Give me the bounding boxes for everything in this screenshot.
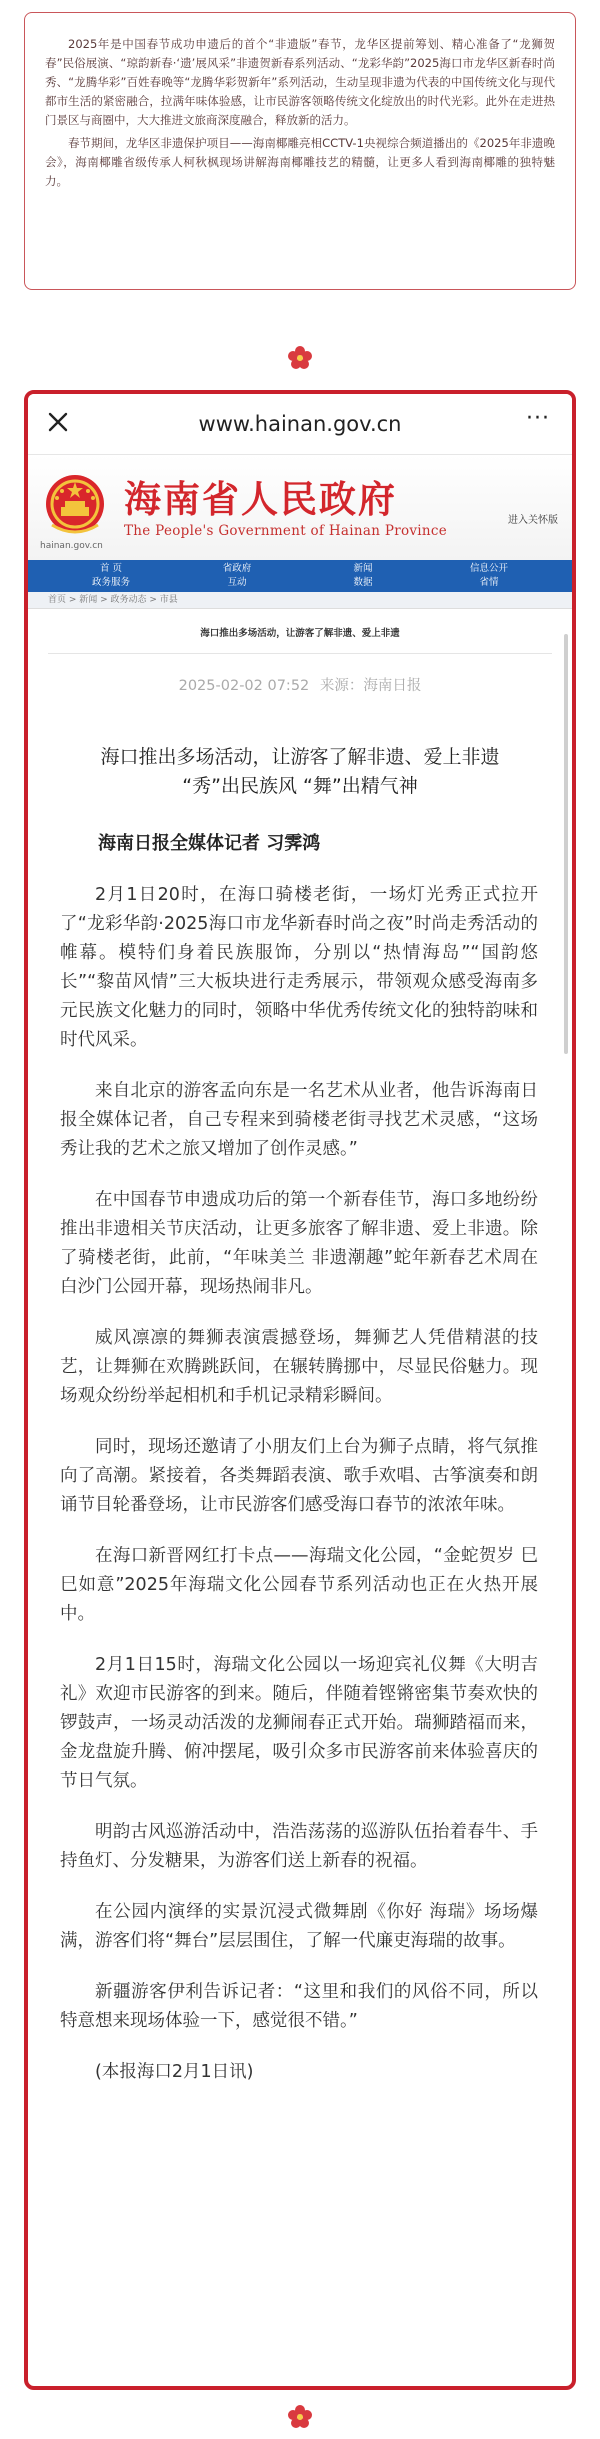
article-paragraph: 新疆游客伊利告诉记者：“这里和我们的风俗不同，所以特意想来现场体验一下，感觉很不错。”: [60, 1982, 538, 2031]
site-title[interactable]: 海南省人民政府: [124, 477, 397, 521]
nav-item-home[interactable]: 首 页: [99, 563, 123, 574]
screenshot-frame: [24, 390, 576, 2390]
nav-item-news[interactable]: 新闻: [353, 563, 373, 574]
article-paragraph: 同时，现场还邀请了小朋友们上台为狮子点睛，将气氛推向了高潮。紧接着，各类舞蹈表演、歌手欢唱、古筝演奏和朗诵节目轮番登场，让市民游客们感受海口春节的浓浓年味。: [60, 1437, 538, 1515]
more-menu-button[interactable]: ···: [526, 406, 550, 431]
article-paragraph: 明韵古风巡游活动中，浩浩荡荡的巡游队伍抬着春牛、手持鱼灯、分发糖果，为游客们送上新春的祝福。: [60, 1822, 538, 1871]
article-paragraph: 在公园内演绎的实景沉浸式微舞剧《你好 海瑞》场场爆满，游客们将“舞台”层层围住，了解一代廉吏海瑞的故事。: [60, 1902, 538, 1951]
article-headline: [58, 743, 542, 801]
nav-item-services[interactable]: 政务服务: [91, 577, 130, 588]
site-header: [28, 455, 572, 560]
care-mode-link[interactable]: 进入关怀版: [508, 515, 558, 526]
headline-line: “秀”出民族风 “舞”出精气神: [182, 775, 418, 797]
nav-item-disclosure[interactable]: 信息公开: [469, 563, 508, 574]
browser-bar: [28, 394, 572, 455]
article-source: 来源：海南日报: [319, 678, 422, 694]
nav-item-data[interactable]: 数据: [353, 577, 373, 588]
flower-divider-icon: [287, 2404, 313, 2430]
article-byline: 海南日报全媒体记者 习霁鸿: [98, 833, 321, 854]
article-paragraph: 来自北京的游客孟向东是一名艺术从业者，他告诉海南日报全媒体记者，自己专程来到骑楼老街寻找艺术灵感，“这场秀让我的艺术之旅又增加了创作灵感。”: [60, 1081, 538, 1159]
address-bar[interactable]: www.hainan.gov.cn: [198, 412, 402, 436]
article-paragraph: 在中国春节申遗成功后的第一个新春佳节，海口多地纷纷推出非遗相关节庆活动，让更多旅客了解非遗、爱上非遗。除了骑楼老街，此前，“年味美兰 非遗潮趣”蛇年新春艺术周在白沙门公园开幕，现场热闹非凡。: [60, 1190, 538, 1297]
divider: [48, 653, 552, 654]
intro-paragraph: 2025年是中国春节成功申遗后的首个“非遗版”春节，龙华区提前筹划、精心准备了“龙狮贺春”民俗展演、“琼韵新春·‘遗’展风采”非遗贺新春系列活动、“龙彩华韵”2025海口市龙华区新春时尚秀、“龙腾华彩”百姓春晚等“龙腾华彩贺新年”系列活动，生动呈现非遗为代表的中国传统文化与现代都市生活的紧密融合，拉满年味体验感，让市民游客领略传统文化绽放出的时代光彩。此外在走进热门景区与商圈中，大大推进文旅商深度融合，释放新的活力。: [45, 37, 555, 127]
article-body: [60, 881, 538, 2087]
main-nav: [28, 560, 572, 592]
breadcrumb[interactable]: 首页 > 新闻 > 政务动态 > 市县: [28, 592, 572, 609]
nav-column: [48, 560, 174, 592]
article-paragraph: 在海口新晋网红打卡点——海瑞文化公园，“金蛇贺岁 巳巳如意”2025年海瑞文化公园春节系列活动也正在火热开展中。: [60, 1546, 538, 1624]
article-paragraph: 2月1日20时，在海口骑楼老街，一场灯光秀正式拉开了“龙彩华韵·2025海口市龙华新春时尚之夜”时尚走秀活动的帷幕。模特们身着民族服饰，分别以“热情海岛”“国韵悠长”“黎苗风情”三大板块进行走秀展示，带领观众感受海南多元民族文化魅力的同时，领略中华优秀传统文化的独特韵味和时代风采。: [60, 885, 538, 1050]
nav-column: [174, 560, 300, 592]
intro-box: [24, 12, 576, 290]
site-subtitle: The People's Government of Hainan Province: [124, 523, 448, 539]
national-emblem-icon: [40, 473, 110, 539]
nav-column: [426, 560, 552, 592]
article-paragraph: 2月1日15时，海瑞文化公园以一场迎宾礼仪舞《大明吉礼》欢迎市民游客的到来。随后，伴随着铿锵密集节奏欢快的锣鼓声，一场灵动活泼的龙狮闹春正式开始。瑞狮踏福而来，金龙盘旋升腾、俯冲摆尾，吸引众多市民游客前来体验喜庆的节日气氛。: [60, 1655, 538, 1791]
nav-item-interaction[interactable]: 互动: [227, 577, 247, 588]
article-paragraph: (本报海口2月1日讯): [95, 2062, 254, 2082]
flower-divider-icon: [287, 345, 313, 371]
nav-item-government[interactable]: 省政府: [222, 563, 252, 574]
article-date: 2025-02-02 07:52: [178, 678, 310, 694]
page-small-title: 海口推出多场活动，让游客了解非遗、爱上非遗: [200, 628, 400, 639]
scrollbar[interactable]: [564, 634, 568, 1054]
nav-column: [300, 560, 426, 592]
site-domain: hainan.gov.cn: [40, 541, 103, 551]
article-paragraph: 威风凛凛的舞狮表演震撼登场，舞狮艺人凭借精湛的技艺，让舞狮在欢腾跳跃间，在辗转腾挪中，尽显民俗魅力。现场观众纷纷举起相机和手机记录精彩瞬间。: [60, 1328, 538, 1406]
intro-paragraph: 春节期间，龙华区非遗保护项目——海南椰雕亮相CCTV-1央视综合频道播出的《2025年非遗晚会》，海南椰雕省级传承人柯秋枫现场讲解海南椰雕技艺的精髓，让更多人看到海南椰雕的独特魅力。: [45, 136, 555, 188]
nav-item-province[interactable]: 省情: [479, 577, 499, 588]
article-meta: [28, 674, 572, 695]
headline-line: 海口推出多场活动，让游客了解非遗、爱上非遗: [100, 746, 500, 768]
